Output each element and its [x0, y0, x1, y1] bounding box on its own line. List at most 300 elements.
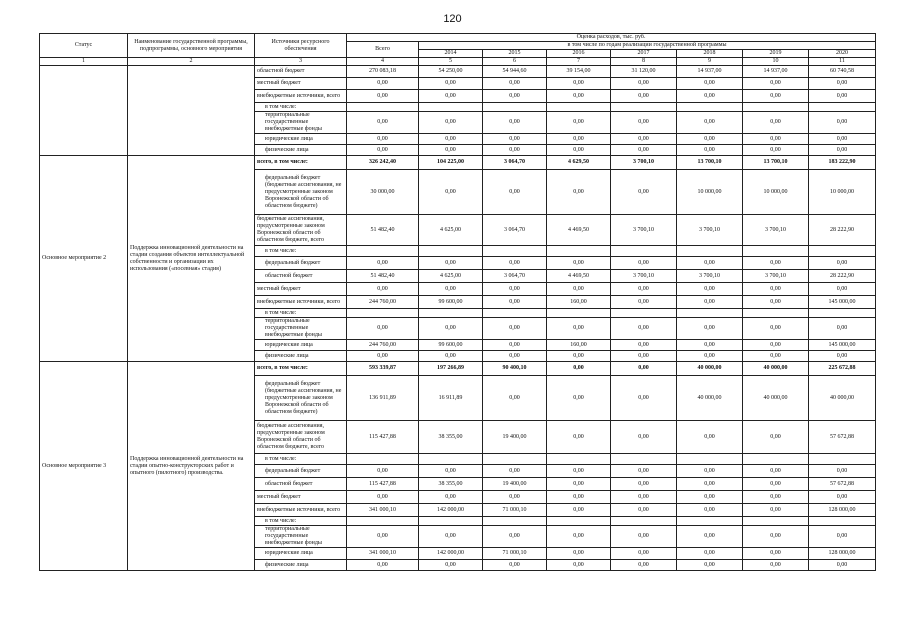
- source-cell: областной бюджет: [255, 66, 347, 78]
- header-year-2019: 2019: [743, 50, 809, 58]
- year-value-cell: 0,00: [419, 526, 483, 548]
- year-value-cell: 0,00: [611, 560, 677, 571]
- year-value-cell: 0,00: [743, 548, 809, 560]
- year-value-cell: 4 629,50: [547, 156, 611, 170]
- year-value-cell: 0,00: [483, 78, 547, 90]
- source-cell: юридические лица: [255, 548, 347, 560]
- year-value-cell: 0,00: [677, 257, 743, 270]
- year-value-cell: [743, 246, 809, 257]
- year-value-cell: 0,00: [419, 170, 483, 215]
- year-value-cell: [483, 103, 547, 112]
- source-cell: внебюджетные источники, всего: [255, 90, 347, 103]
- year-value-cell: 0,00: [419, 90, 483, 103]
- column-number-2: 2: [128, 58, 255, 66]
- source-cell: в том числе:: [255, 246, 347, 257]
- year-value-cell: [547, 454, 611, 465]
- year-value-cell: 0,00: [809, 78, 876, 90]
- year-value-cell: 0,00: [677, 145, 743, 156]
- source-cell: юридические лица: [255, 134, 347, 145]
- year-value-cell: 0,00: [419, 78, 483, 90]
- year-value-cell: 0,00: [611, 351, 677, 362]
- year-value-cell: 0,00: [547, 560, 611, 571]
- year-value-cell: [809, 517, 876, 526]
- total-cell: 593 339,87: [347, 362, 419, 376]
- year-value-cell: 0,00: [677, 504, 743, 517]
- year-value-cell: [611, 454, 677, 465]
- year-value-cell: [677, 454, 743, 465]
- header-status: Статус: [40, 34, 128, 58]
- year-value-cell: 0,00: [611, 257, 677, 270]
- year-value-cell: 0,00: [611, 283, 677, 296]
- header-source: Источники ресурсного обеспечения: [255, 34, 347, 58]
- source-cell: территориальные государственные внебюджетные фонды: [255, 526, 347, 548]
- year-value-cell: 0,00: [483, 134, 547, 145]
- total-cell: 244 760,00: [347, 296, 419, 309]
- year-value-cell: 0,00: [809, 351, 876, 362]
- year-value-cell: 16 911,89: [419, 376, 483, 421]
- year-value-cell: [677, 517, 743, 526]
- year-value-cell: 54 944,60: [483, 66, 547, 78]
- header-year-2014: 2014: [419, 50, 483, 58]
- year-value-cell: 160,00: [547, 340, 611, 351]
- source-cell: областной бюджет: [255, 478, 347, 491]
- year-value-cell: [809, 103, 876, 112]
- year-value-cell: [809, 246, 876, 257]
- year-value-cell: [677, 246, 743, 257]
- year-value-cell: [483, 454, 547, 465]
- year-value-cell: [483, 246, 547, 257]
- source-cell: федеральный бюджет: [255, 465, 347, 478]
- year-value-cell: [419, 246, 483, 257]
- source-cell: федеральный бюджет (бюджетные ассигнования, не предусмотренные законом Воронежской области об областном бюджете): [255, 376, 347, 421]
- year-value-cell: 3 064,70: [483, 270, 547, 283]
- year-value-cell: 0,00: [677, 283, 743, 296]
- year-value-cell: 0,00: [483, 296, 547, 309]
- year-value-cell: 0,00: [483, 526, 547, 548]
- year-value-cell: 0,00: [547, 376, 611, 421]
- year-value-cell: 90 400,10: [483, 362, 547, 376]
- source-cell: местный бюджет: [255, 283, 347, 296]
- year-value-cell: 0,00: [743, 318, 809, 340]
- year-value-cell: 0,00: [547, 526, 611, 548]
- program-name-cell: Поддержка инновационной деятельности на стадии создания объектов интеллектуальной собственности и организации их использования («посевная» стадия): [128, 156, 255, 362]
- year-value-cell: 0,00: [743, 145, 809, 156]
- year-value-cell: 0,00: [483, 340, 547, 351]
- year-value-cell: 0,00: [743, 296, 809, 309]
- year-value-cell: 13 700,10: [677, 156, 743, 170]
- year-value-cell: 3 700,10: [743, 270, 809, 283]
- year-value-cell: 0,00: [483, 145, 547, 156]
- year-value-cell: 0,00: [547, 504, 611, 517]
- source-cell: территориальные государственные внебюджетные фонды: [255, 318, 347, 340]
- year-value-cell: 0,00: [677, 296, 743, 309]
- program-name-cell: [128, 66, 255, 156]
- year-value-cell: 0,00: [611, 376, 677, 421]
- year-value-cell: 0,00: [809, 491, 876, 504]
- year-value-cell: [547, 246, 611, 257]
- total-cell: 244 760,00: [347, 340, 419, 351]
- total-cell: 0,00: [347, 318, 419, 340]
- year-value-cell: 3 700,10: [743, 215, 809, 246]
- column-numbers-row: [40, 58, 876, 66]
- total-cell: [347, 246, 419, 257]
- year-value-cell: 0,00: [677, 478, 743, 491]
- year-value-cell: 14 937,00: [743, 66, 809, 78]
- year-value-cell: 0,00: [809, 283, 876, 296]
- year-value-cell: 0,00: [483, 491, 547, 504]
- year-value-cell: 4 469,50: [547, 270, 611, 283]
- year-value-cell: 38 355,00: [419, 421, 483, 454]
- year-value-cell: 0,00: [611, 548, 677, 560]
- year-value-cell: 0,00: [547, 170, 611, 215]
- table-row: [40, 156, 876, 170]
- year-value-cell: 0,00: [743, 351, 809, 362]
- page-number: 120: [443, 13, 462, 25]
- year-value-cell: [611, 309, 677, 318]
- year-value-cell: 0,00: [677, 340, 743, 351]
- year-value-cell: 0,00: [547, 491, 611, 504]
- total-cell: 0,00: [347, 112, 419, 134]
- column-number-9: 9: [677, 58, 743, 66]
- year-value-cell: [419, 454, 483, 465]
- year-value-cell: 0,00: [809, 112, 876, 134]
- year-value-cell: 0,00: [809, 465, 876, 478]
- total-cell: 51 482,40: [347, 270, 419, 283]
- year-value-cell: 40 000,00: [743, 362, 809, 376]
- year-value-cell: 0,00: [743, 340, 809, 351]
- source-cell: физические лица: [255, 145, 347, 156]
- source-cell: областной бюджет: [255, 270, 347, 283]
- year-value-cell: 60 740,58: [809, 66, 876, 78]
- year-value-cell: 0,00: [743, 90, 809, 103]
- column-number-3: 3: [255, 58, 347, 66]
- year-value-cell: 0,00: [483, 283, 547, 296]
- column-number-5: 5: [419, 58, 483, 66]
- year-value-cell: [483, 309, 547, 318]
- year-value-cell: [611, 517, 677, 526]
- year-value-cell: 3 700,10: [611, 270, 677, 283]
- year-value-cell: 40 000,00: [677, 376, 743, 421]
- year-value-cell: 28 222,90: [809, 215, 876, 246]
- year-value-cell: 0,00: [743, 257, 809, 270]
- year-value-cell: 0,00: [547, 318, 611, 340]
- year-value-cell: 0,00: [611, 421, 677, 454]
- source-cell: всего, в том числе:: [255, 362, 347, 376]
- year-value-cell: 31 120,00: [611, 66, 677, 78]
- year-value-cell: 0,00: [419, 257, 483, 270]
- total-cell: 0,00: [347, 257, 419, 270]
- source-cell: в том числе:: [255, 454, 347, 465]
- year-value-cell: 0,00: [611, 296, 677, 309]
- table-row: [40, 362, 876, 376]
- year-value-cell: 0,00: [611, 145, 677, 156]
- year-value-cell: 0,00: [611, 134, 677, 145]
- total-cell: 30 000,00: [347, 170, 419, 215]
- total-cell: 115 427,88: [347, 421, 419, 454]
- total-cell: 0,00: [347, 145, 419, 156]
- year-value-cell: 40 000,00: [677, 362, 743, 376]
- total-cell: 136 911,89: [347, 376, 419, 421]
- year-value-cell: [547, 309, 611, 318]
- year-value-cell: 0,00: [483, 112, 547, 134]
- source-cell: внебюджетные источники, всего: [255, 504, 347, 517]
- total-cell: 0,00: [347, 560, 419, 571]
- year-value-cell: 10 000,00: [809, 170, 876, 215]
- year-value-cell: [483, 517, 547, 526]
- year-value-cell: 10 000,00: [743, 170, 809, 215]
- header-year-2018: 2018: [677, 50, 743, 58]
- source-cell: физические лица: [255, 560, 347, 571]
- year-value-cell: 10 000,00: [677, 170, 743, 215]
- year-value-cell: 0,00: [809, 318, 876, 340]
- year-value-cell: 0,00: [611, 90, 677, 103]
- total-cell: 341 000,10: [347, 504, 419, 517]
- year-value-cell: [677, 309, 743, 318]
- year-value-cell: [547, 103, 611, 112]
- year-value-cell: [743, 517, 809, 526]
- total-cell: 270 083,18: [347, 66, 419, 78]
- year-value-cell: 0,00: [419, 112, 483, 134]
- year-value-cell: 3 700,10: [677, 270, 743, 283]
- year-value-cell: 0,00: [677, 465, 743, 478]
- year-value-cell: 0,00: [547, 362, 611, 376]
- year-value-cell: 0,00: [547, 134, 611, 145]
- year-value-cell: 0,00: [611, 478, 677, 491]
- year-value-cell: 0,00: [419, 134, 483, 145]
- total-cell: 0,00: [347, 90, 419, 103]
- year-value-cell: 57 672,88: [809, 478, 876, 491]
- status-cell: Основное мероприятие 3: [40, 362, 128, 571]
- year-value-cell: 0,00: [547, 421, 611, 454]
- year-value-cell: 160,00: [547, 296, 611, 309]
- source-cell: бюджетные ассигнования, предусмотренные законом Воронежской области об областном бюджете, всего: [255, 421, 347, 454]
- total-cell: 0,00: [347, 491, 419, 504]
- year-value-cell: 3 700,10: [677, 215, 743, 246]
- year-value-cell: 0,00: [611, 504, 677, 517]
- year-value-cell: 0,00: [483, 351, 547, 362]
- year-value-cell: 0,00: [677, 112, 743, 134]
- year-value-cell: 0,00: [547, 112, 611, 134]
- source-cell: местный бюджет: [255, 78, 347, 90]
- table-body: [40, 34, 876, 571]
- source-cell: местный бюджет: [255, 491, 347, 504]
- year-value-cell: [743, 103, 809, 112]
- year-value-cell: 0,00: [743, 112, 809, 134]
- header-row-1: [40, 34, 876, 42]
- year-value-cell: 0,00: [677, 134, 743, 145]
- year-value-cell: [809, 309, 876, 318]
- year-value-cell: 4 625,00: [419, 270, 483, 283]
- total-cell: 0,00: [347, 465, 419, 478]
- total-cell: 0,00: [347, 283, 419, 296]
- total-cell: 341 000,10: [347, 548, 419, 560]
- status-cell: Основное мероприятие 2: [40, 156, 128, 362]
- total-cell: 0,00: [347, 526, 419, 548]
- total-cell: [347, 103, 419, 112]
- year-value-cell: 0,00: [677, 351, 743, 362]
- year-value-cell: 142 000,00: [419, 548, 483, 560]
- source-cell: в том числе:: [255, 309, 347, 318]
- year-value-cell: 0,00: [611, 526, 677, 548]
- year-value-cell: 57 672,88: [809, 421, 876, 454]
- year-value-cell: 14 937,00: [677, 66, 743, 78]
- year-value-cell: 0,00: [677, 548, 743, 560]
- year-value-cell: 4 469,50: [547, 215, 611, 246]
- year-value-cell: 0,00: [419, 465, 483, 478]
- year-value-cell: 104 225,00: [419, 156, 483, 170]
- year-value-cell: 71 000,10: [483, 548, 547, 560]
- header-year-2016: 2016: [547, 50, 611, 58]
- source-cell: всего, в том числе:: [255, 156, 347, 170]
- year-value-cell: 40 000,00: [743, 376, 809, 421]
- year-value-cell: [809, 454, 876, 465]
- year-value-cell: 0,00: [483, 376, 547, 421]
- source-cell: территориальные государственные внебюджетные фонды: [255, 112, 347, 134]
- year-value-cell: 54 250,00: [419, 66, 483, 78]
- year-value-cell: 0,00: [547, 465, 611, 478]
- year-value-cell: [677, 103, 743, 112]
- column-number-6: 6: [483, 58, 547, 66]
- year-value-cell: 0,00: [677, 491, 743, 504]
- total-cell: 0,00: [347, 351, 419, 362]
- year-value-cell: 0,00: [677, 560, 743, 571]
- year-value-cell: 19 400,00: [483, 421, 547, 454]
- year-value-cell: 0,00: [547, 78, 611, 90]
- year-value-cell: [419, 517, 483, 526]
- year-value-cell: 0,00: [611, 362, 677, 376]
- year-value-cell: 0,00: [809, 134, 876, 145]
- year-value-cell: 0,00: [611, 318, 677, 340]
- year-value-cell: 0,00: [809, 257, 876, 270]
- year-value-cell: 0,00: [611, 78, 677, 90]
- status-cell: [40, 66, 128, 156]
- column-number-10: 10: [743, 58, 809, 66]
- year-value-cell: 0,00: [743, 78, 809, 90]
- year-value-cell: [611, 246, 677, 257]
- year-value-cell: 145 000,00: [809, 340, 876, 351]
- year-value-cell: 0,00: [419, 145, 483, 156]
- year-value-cell: 38 355,00: [419, 478, 483, 491]
- header-year-2017: 2017: [611, 50, 677, 58]
- year-value-cell: 0,00: [677, 421, 743, 454]
- year-value-cell: 3 700,10: [611, 215, 677, 246]
- year-value-cell: 0,00: [611, 465, 677, 478]
- year-value-cell: 0,00: [611, 170, 677, 215]
- year-value-cell: 0,00: [483, 90, 547, 103]
- year-value-cell: 3 064,70: [483, 215, 547, 246]
- year-value-cell: 0,00: [809, 560, 876, 571]
- year-value-cell: 0,00: [677, 318, 743, 340]
- year-value-cell: 4 625,00: [419, 215, 483, 246]
- year-value-cell: 0,00: [611, 112, 677, 134]
- year-value-cell: 183 222,90: [809, 156, 876, 170]
- year-value-cell: 0,00: [483, 170, 547, 215]
- total-cell: [347, 517, 419, 526]
- year-value-cell: 0,00: [611, 340, 677, 351]
- year-value-cell: 19 400,00: [483, 478, 547, 491]
- source-cell: федеральный бюджет: [255, 257, 347, 270]
- year-value-cell: 28 222,90: [809, 270, 876, 283]
- year-value-cell: 0,00: [547, 478, 611, 491]
- year-value-cell: [743, 309, 809, 318]
- year-value-cell: 0,00: [483, 257, 547, 270]
- year-value-cell: 0,00: [483, 465, 547, 478]
- year-value-cell: 0,00: [547, 257, 611, 270]
- year-value-cell: 0,00: [483, 318, 547, 340]
- year-value-cell: 128 000,00: [809, 548, 876, 560]
- year-value-cell: 0,00: [809, 90, 876, 103]
- header-year-2020: 2020: [809, 50, 876, 58]
- column-number-8: 8: [611, 58, 677, 66]
- year-value-cell: 0,00: [419, 560, 483, 571]
- year-value-cell: 0,00: [809, 526, 876, 548]
- year-value-cell: 225 672,88: [809, 362, 876, 376]
- year-value-cell: 99 600,00: [419, 296, 483, 309]
- total-cell: [347, 454, 419, 465]
- column-number-1: 1: [40, 58, 128, 66]
- year-value-cell: 0,00: [743, 560, 809, 571]
- year-value-cell: 142 000,00: [419, 504, 483, 517]
- year-value-cell: 0,00: [611, 491, 677, 504]
- year-value-cell: [419, 103, 483, 112]
- year-value-cell: 0,00: [743, 283, 809, 296]
- year-value-cell: 0,00: [743, 465, 809, 478]
- year-value-cell: 0,00: [547, 283, 611, 296]
- year-value-cell: 0,00: [809, 145, 876, 156]
- year-value-cell: 0,00: [547, 145, 611, 156]
- year-value-cell: [547, 517, 611, 526]
- source-cell: в том числе:: [255, 517, 347, 526]
- total-cell: 326 242,40: [347, 156, 419, 170]
- source-cell: бюджетные ассигнования, предусмотренные законом Воронежской области об областном бюджете, всего: [255, 215, 347, 246]
- total-cell: 0,00: [347, 78, 419, 90]
- year-value-cell: [419, 309, 483, 318]
- year-value-cell: [743, 454, 809, 465]
- source-cell: федеральный бюджет (бюджетные ассигнования, не предусмотренные законом Воронежской области об областном бюджете): [255, 170, 347, 215]
- year-value-cell: 0,00: [743, 526, 809, 548]
- column-number-11: 11: [809, 58, 876, 66]
- header-by-years: в том числе по годам реализации государственной программы: [419, 42, 876, 50]
- year-value-cell: 0,00: [743, 134, 809, 145]
- year-value-cell: 0,00: [677, 526, 743, 548]
- year-value-cell: 145 000,00: [809, 296, 876, 309]
- total-cell: 115 427,88: [347, 478, 419, 491]
- column-number-7: 7: [547, 58, 611, 66]
- year-value-cell: 0,00: [547, 351, 611, 362]
- year-value-cell: 0,00: [419, 351, 483, 362]
- total-cell: 51 482,40: [347, 215, 419, 246]
- year-value-cell: 13 700,10: [743, 156, 809, 170]
- source-cell: в том числе:: [255, 103, 347, 112]
- year-value-cell: 71 000,10: [483, 504, 547, 517]
- year-value-cell: 128 000,00: [809, 504, 876, 517]
- year-value-cell: 39 154,00: [547, 66, 611, 78]
- table-row: [40, 66, 876, 78]
- header-total: Всего: [347, 42, 419, 58]
- year-value-cell: [611, 103, 677, 112]
- header-estimate: Оценка расходов, тыс. руб.: [347, 34, 876, 42]
- year-value-cell: 3 064,70: [483, 156, 547, 170]
- total-cell: [347, 309, 419, 318]
- source-cell: юридические лица: [255, 340, 347, 351]
- budget-table: [39, 33, 876, 571]
- year-value-cell: 0,00: [483, 560, 547, 571]
- year-value-cell: 0,00: [419, 491, 483, 504]
- year-value-cell: 0,00: [743, 478, 809, 491]
- program-name-cell: Поддержка инновационной деятельности на стадии опытно-конструкторских работ и опытного (пилотного) производства.: [128, 362, 255, 571]
- year-value-cell: 0,00: [419, 318, 483, 340]
- year-value-cell: 0,00: [547, 90, 611, 103]
